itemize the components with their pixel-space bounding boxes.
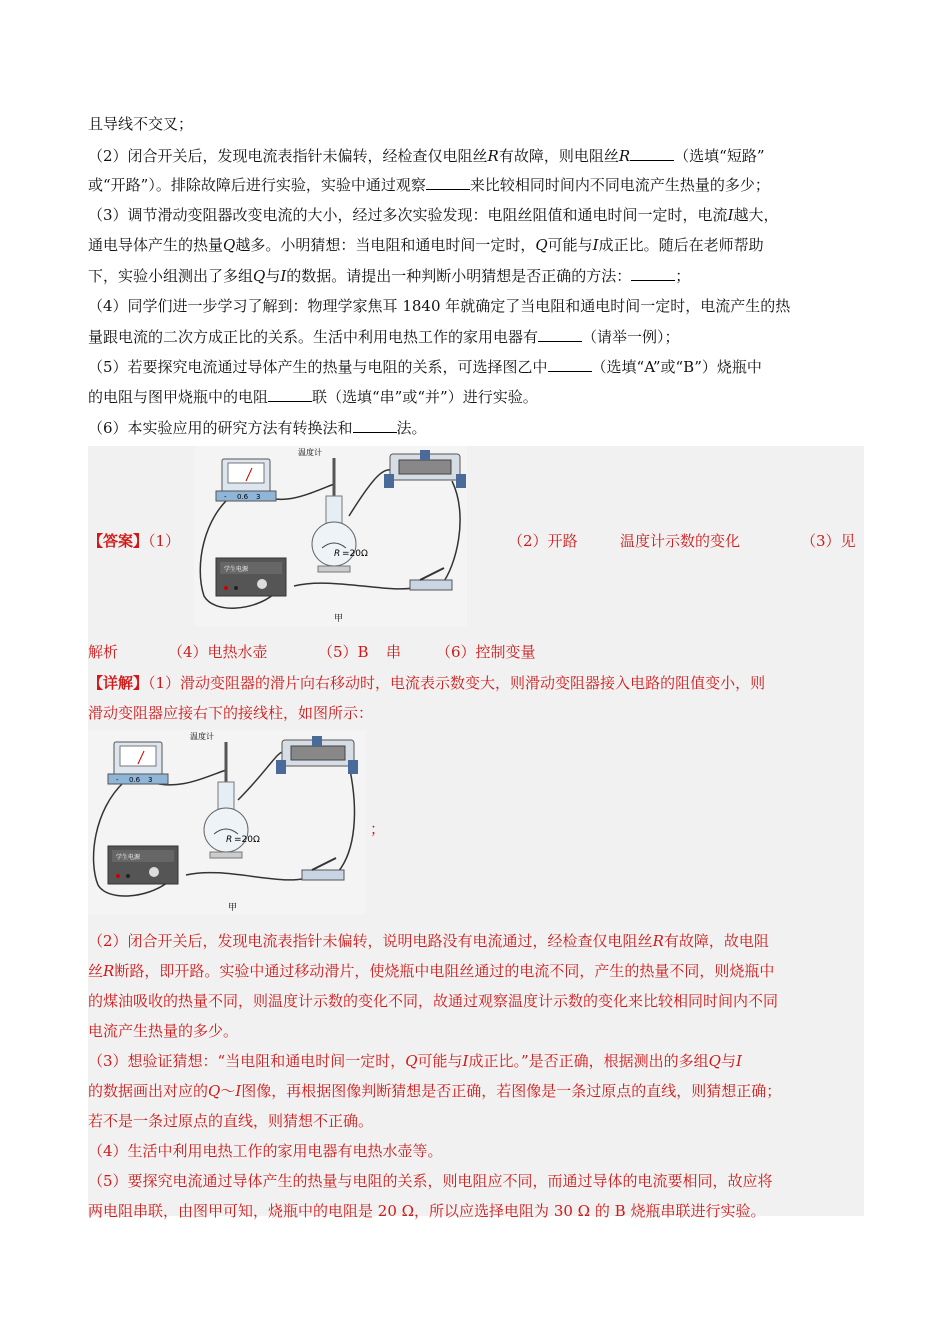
question-line	[88, 173, 770, 196]
answer-part: （3）见	[801, 532, 856, 550]
answer-line	[436, 641, 536, 663]
var-i: I	[235, 1082, 242, 1100]
svg-text:3: 3	[148, 776, 153, 784]
var-r: R	[103, 962, 115, 980]
question-line	[88, 264, 690, 287]
detail-line	[88, 1200, 765, 1222]
var-q: Q	[253, 267, 266, 285]
text: 的煤油吸收的热量不同，则温度计示数的变化不同，故通过观察温度计示数的变化来比较相同时间内不同	[88, 992, 779, 1010]
detail-line	[88, 702, 373, 724]
answer-line	[801, 530, 856, 552]
var-q: Q	[535, 236, 548, 254]
detail-line	[88, 1050, 742, 1072]
text: 或“开路”）。排除故障后进行实验，实验中通过观察	[88, 176, 426, 194]
text: 可能与	[417, 1052, 463, 1070]
text: 的数据。请提出一种判断小明猜想是否正确的方法：	[286, 267, 632, 285]
question-line	[88, 355, 762, 378]
answer-blank[interactable]	[630, 144, 674, 161]
question-line	[88, 295, 790, 317]
question-line	[88, 416, 427, 439]
answer-part: （6）控制变量	[436, 643, 536, 661]
answer-line	[620, 530, 740, 552]
text: （选填“短路”	[674, 147, 765, 165]
power-supply-icon	[108, 846, 178, 884]
detail-line	[88, 672, 765, 694]
answer-blank[interactable]	[631, 264, 675, 281]
text: （选填“A”或“B”）烧瓶中	[591, 358, 762, 376]
svg-text:=20Ω: =20Ω	[342, 549, 368, 559]
question-line	[88, 113, 193, 135]
detail-line	[88, 1140, 443, 1162]
svg-text:甲: 甲	[228, 903, 238, 913]
var-r: R	[618, 147, 631, 165]
answer-part: （4）电热水壶	[168, 643, 268, 661]
text: 法。	[396, 419, 427, 437]
text: 越大，	[733, 206, 779, 224]
var-q: Q	[405, 1052, 418, 1070]
power-supply-icon	[216, 558, 286, 596]
text: 通电导体产生的热量	[88, 236, 224, 254]
var-q: Q	[708, 1052, 721, 1070]
question-line	[88, 385, 538, 408]
text: 滑动变阻器应接右下的接线柱，如图所示：	[88, 704, 374, 722]
answer-blank[interactable]	[353, 416, 397, 433]
question-line	[88, 234, 764, 256]
text: 来比较相同时间内不同电流产生热量的多少；	[469, 176, 770, 194]
var-i: I	[280, 267, 287, 285]
text: 有故障，则电阻丝	[498, 147, 619, 165]
svg-text:=20Ω: =20Ω	[234, 835, 260, 845]
text: ～	[220, 1082, 236, 1100]
svg-text:温度计: 温度计	[190, 732, 214, 741]
text: （4）生活中利用电热工作的家用电器有电热水壶等。	[88, 1142, 443, 1160]
text: 成正比。”是否正确，根据测出的多组	[468, 1052, 709, 1070]
circuit-figure	[194, 446, 467, 626]
answer-part: 解析	[88, 643, 119, 661]
text: （2）闭合开关后，发现电流表指针未偏转，经检查仅电阻丝	[88, 147, 488, 165]
text: （3）调节滑动变阻器改变电流的大小，经过多次实验发现：电阻丝阻值和通电时间一定时，电流	[88, 206, 728, 224]
text: 且导线不交叉；	[88, 115, 194, 133]
ammeter-icon	[216, 459, 276, 501]
detail-tag: 【详解】	[88, 674, 149, 692]
text: 越多。小明猜想：当电阻和通电时间一定时，	[235, 236, 536, 254]
detail-line	[370, 818, 385, 840]
var-q: Q	[223, 236, 236, 254]
answer-blank[interactable]	[548, 355, 592, 372]
text: 下，实验小组测出了多组	[88, 267, 254, 285]
answer-line	[386, 641, 401, 663]
answer-part: 串	[386, 643, 402, 661]
text: 可能与	[547, 236, 593, 254]
var-i: I	[592, 236, 599, 254]
text: （4）同学们进一步学习了解到：物理学家焦耳 1840 年就确定了当电阻和通电时间一定时，电流产生的热	[88, 297, 791, 315]
text: 若不是一条过原点的直线，则猜想不正确。	[88, 1112, 374, 1130]
svg-text:甲: 甲	[334, 614, 344, 624]
detail-line	[88, 930, 769, 952]
text: （6）本实验应用的研究方法有转换法和	[88, 419, 353, 437]
text: 成正比。随后在老师帮助	[598, 236, 764, 254]
answer-part: （5）B	[318, 643, 369, 661]
text: （5）要探究电流通过导体产生的热量与电阻的关系，则电阻应不同，而通过导体的电流要相同，故应将	[88, 1172, 773, 1190]
svg-text:学生电源: 学生电源	[224, 566, 249, 573]
ammeter-icon	[108, 742, 168, 784]
text: ；	[675, 267, 691, 285]
var-i: I	[727, 206, 734, 224]
detail-line	[88, 1110, 373, 1132]
text: （1）滑动变阻器的滑片向右移动时，电流表示数变大，则滑动变阻器接入电路的阻值变小，则	[148, 674, 766, 692]
circuit-figure-2	[88, 730, 366, 914]
answer-blank[interactable]	[268, 385, 312, 402]
detail-line	[88, 960, 774, 982]
answer-line	[88, 641, 118, 663]
detail-line	[88, 1170, 773, 1192]
text: （3）想验证猜想：“当电阻和通电时间一定时，	[88, 1052, 406, 1070]
text: 断路，即开路。实验中通过移动滑片，使烧瓶中电阻丝通过的电流不同，产生的热量不同，则烧瓶中	[114, 962, 775, 980]
svg-text:温度计: 温度计	[298, 448, 322, 457]
text: 图像，再根据图像判断猜想是否正确，若图像是一条过原点的直线，则猜想正确；	[241, 1082, 782, 1100]
text: 与	[720, 1052, 736, 1070]
svg-text:0.6: 0.6	[129, 776, 141, 784]
var-r: R	[487, 147, 499, 165]
text: （请举一例）；	[582, 328, 680, 346]
text: ；	[370, 820, 386, 838]
svg-text:R: R	[226, 835, 233, 845]
var-i: I	[735, 1052, 742, 1070]
text: 电流产生热量的多少。	[88, 1022, 239, 1040]
text: 丝	[88, 962, 104, 980]
circuit-diagram-2	[88, 730, 366, 914]
svg-text:R: R	[334, 549, 341, 559]
answer-part: 温度计示数的变化	[620, 532, 741, 550]
svg-text:-: -	[116, 776, 119, 784]
answer-blank[interactable]	[538, 325, 582, 342]
var-q: Q	[208, 1082, 221, 1100]
text: 的电阻与图甲烧瓶中的电阻	[88, 388, 269, 406]
svg-text:3: 3	[256, 493, 261, 501]
text: 量跟电流的二次方成正比的关系。生活中利用电热工作的家用电器有	[88, 328, 539, 346]
question-line	[88, 325, 680, 348]
detail-line	[88, 1080, 781, 1102]
answer-blank[interactable]	[426, 173, 470, 190]
text: 有故障，故电阻	[663, 932, 769, 950]
answer-line	[318, 641, 369, 663]
text: 联（选填“串”或“并”）进行实验。	[312, 388, 538, 406]
answer-part: （1）	[148, 532, 181, 550]
svg-text:学生电源: 学生电源	[116, 854, 141, 861]
answer-part: （2）开路	[508, 532, 578, 550]
answer-tag: 【答案】	[88, 532, 149, 550]
var-r: R	[652, 932, 664, 950]
text: （2）闭合开关后，发现电流表指针未偏转，说明电路没有电流通过，经检查仅电阻丝	[88, 932, 653, 950]
question-line	[88, 144, 765, 167]
detail-line	[88, 990, 778, 1012]
text: 两电阻串联，由图甲可知，烧瓶中的电阻是 20 Ω，所以应选择电阻为 30 Ω 的 B 烧瓶串联进行实验。	[88, 1202, 766, 1220]
answer-line	[508, 530, 578, 552]
circuit-diagram	[194, 446, 467, 626]
answer-line	[168, 641, 268, 663]
svg-text:0.6: 0.6	[237, 493, 249, 501]
answer-line	[88, 530, 180, 552]
question-line	[88, 204, 779, 226]
text: （5）若要探究电流通过导体产生的热量与电阻的关系，可选择图乙中	[88, 358, 548, 376]
svg-text:-: -	[224, 493, 227, 501]
text: 与	[265, 267, 281, 285]
detail-line	[88, 1020, 238, 1042]
var-i: I	[462, 1052, 469, 1070]
text: 的数据画出对应的	[88, 1082, 209, 1100]
